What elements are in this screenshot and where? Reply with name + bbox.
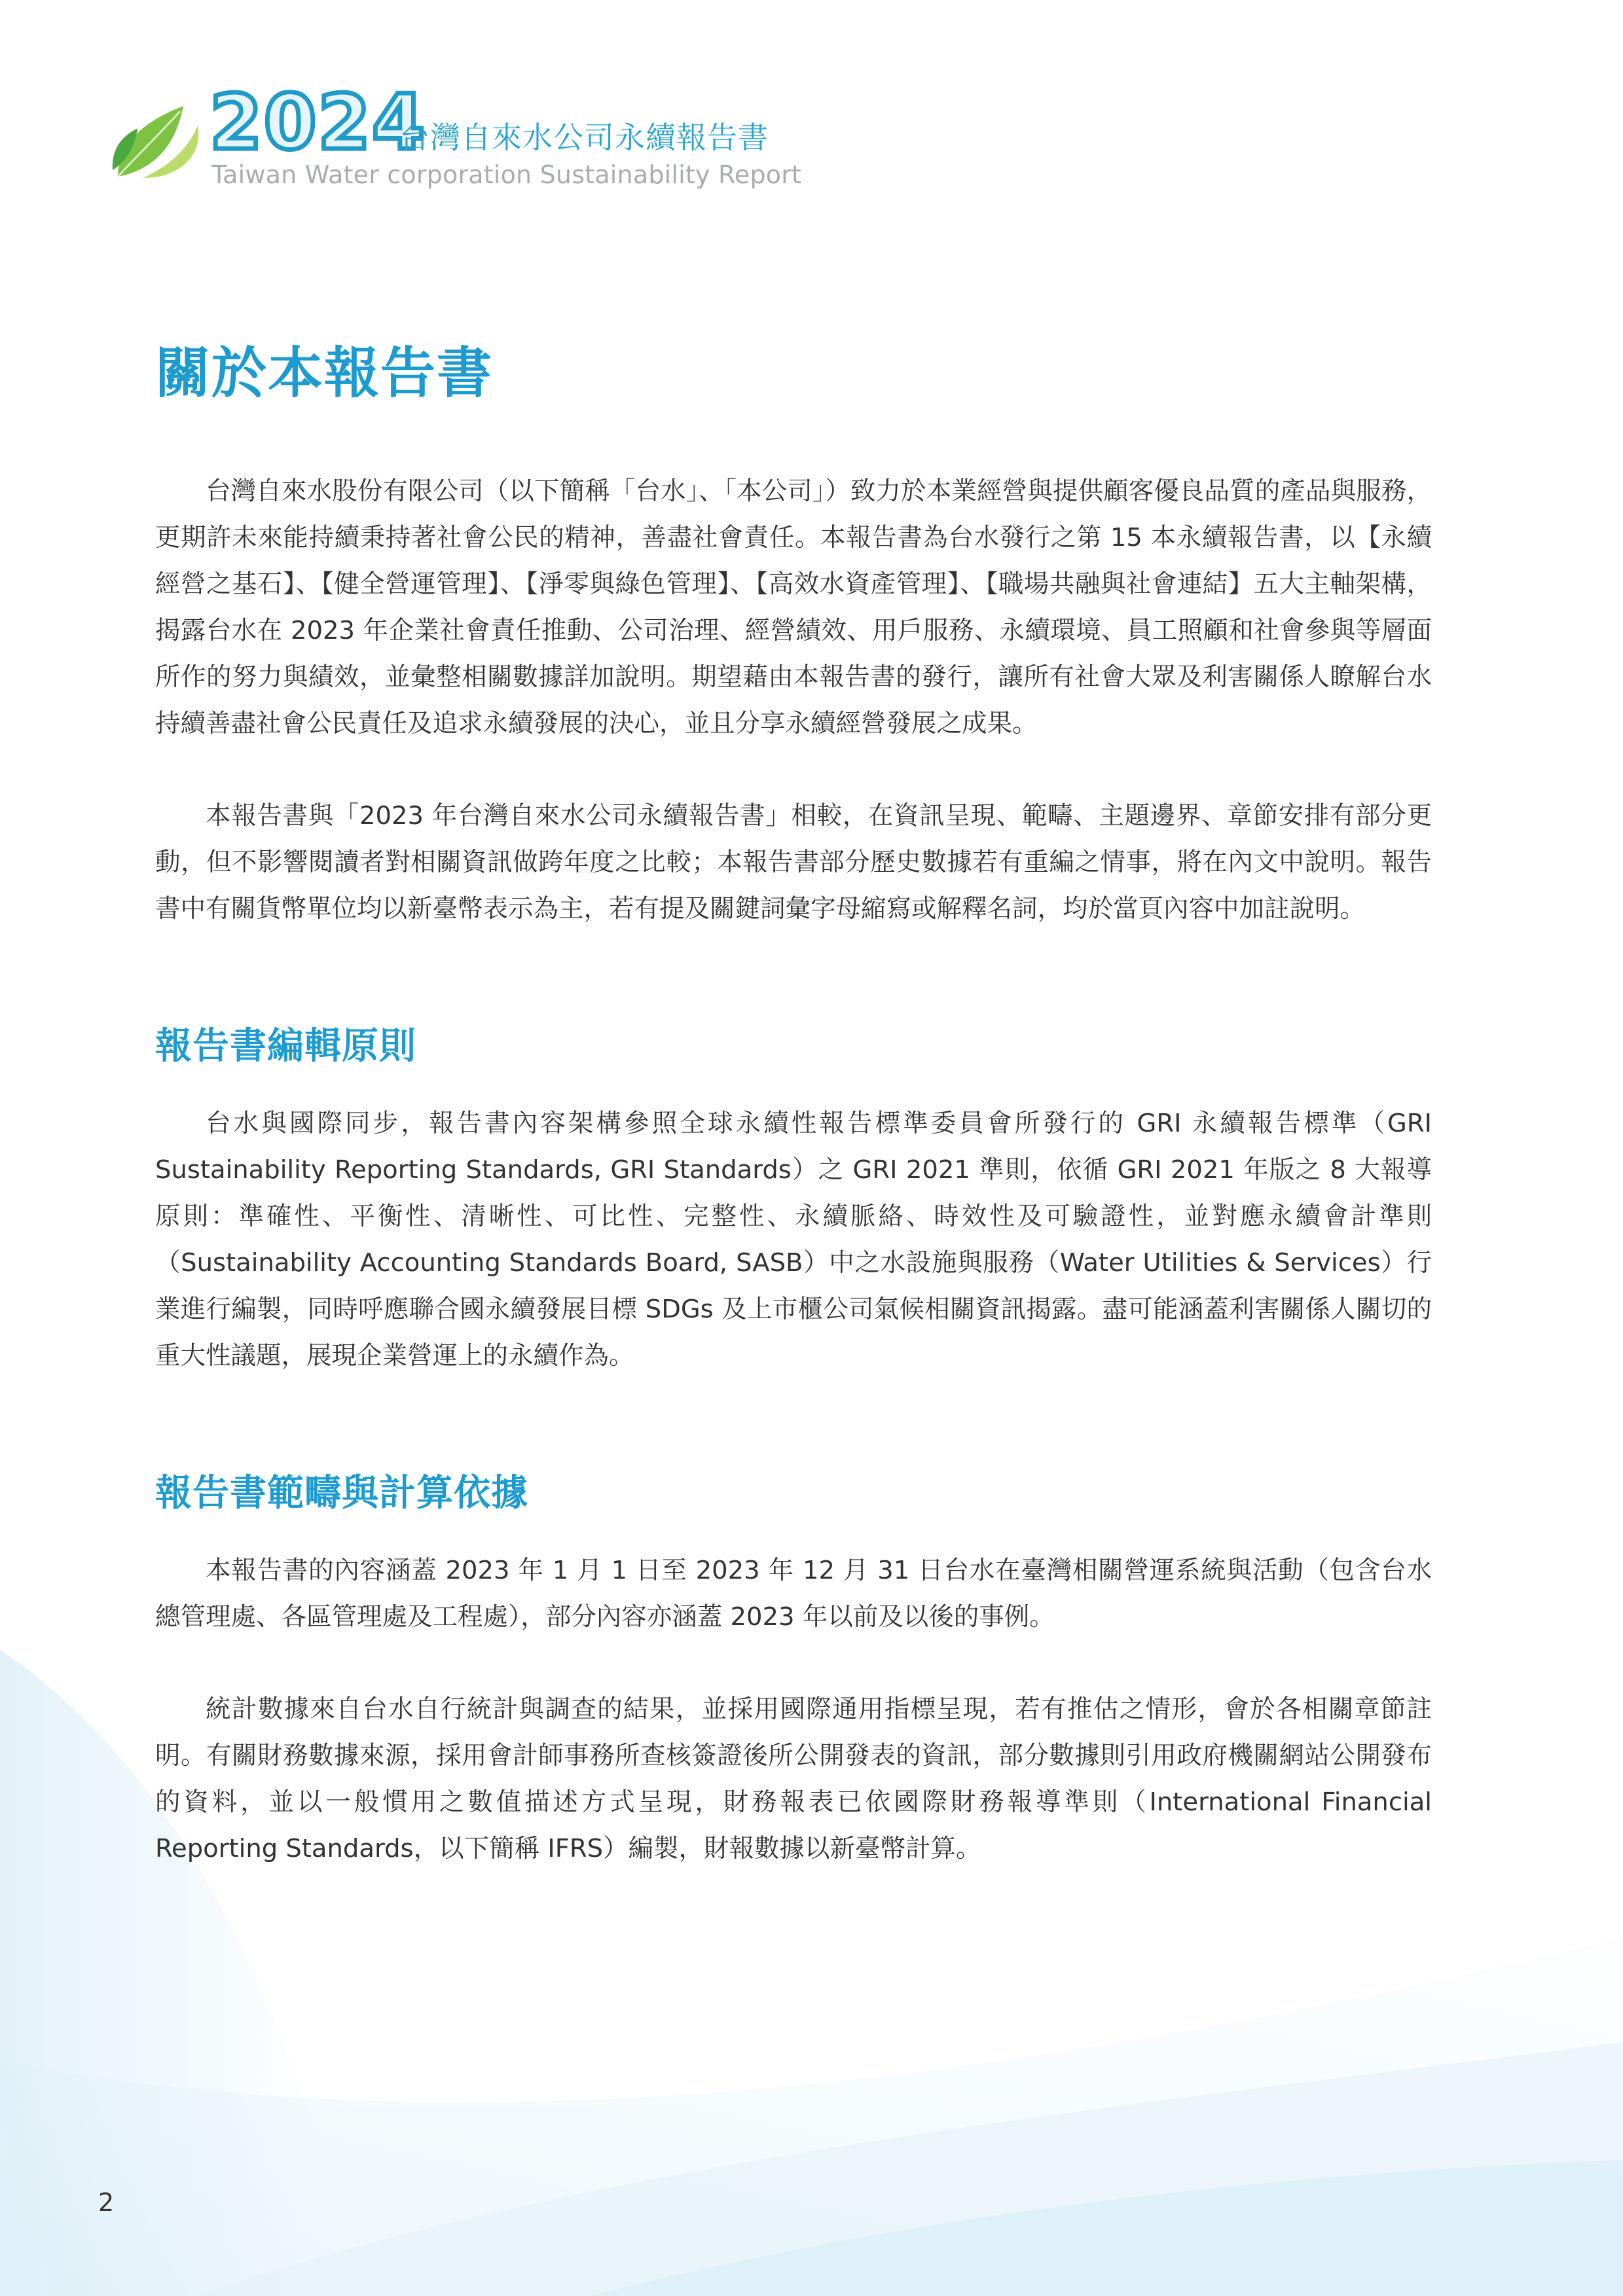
report-title-zh: 台灣自來水公司永續報告書: [399, 120, 769, 155]
scope-paragraph: 統計數據來自台水自行統計與調查的結果，並採用國際通用指標呈現，若有推估之情形，會於各相關章節註明。有關財務數據來源，採用會計師事務所查核簽證後所公開發表的資訊，部分數據則引用政府機關網站公開發布的資料，並以一般慣用之數值描述方式呈現，財務報表已依國際財務報導準則（International Financial Reporting Standards，以下簡稱 IFRS）編製，財報數據以新臺幣計算。: [155, 1695, 1432, 1863]
intro-paragraph: 本報告書與「2023 年台灣自來水公司永續報告書」相較，在資訊呈現、範疇、主題邊界、章節安排有部分更動，但不影響閱讀者對相關資訊做跨年度之比較；本報告書部分歷史數據若有重編之情事，將在內文中說明。報告書中有關貨幣單位均以新臺幣表示為主，若有提及關鍵詞彙字母縮寫或解釋名詞，均於當頁內容中加註說明。: [155, 801, 1432, 924]
scope-paragraph: 本報告書的內容涵蓋 2023 年 1 月 1 日至 2023 年 12 月 31 日台水在臺灣相關營運系統與活動（包含台水總管理處、各區管理處及工程處），部分內容亦涵蓋 2023 年以前及以後的事例。: [155, 1556, 1432, 1632]
intro-paragraph: 台灣自來水股份有限公司（以下簡稱「台水」、「本公司」）致力於本業經營與提供顧客優良品質的產品與服務，更期許未來能持續秉持著社會公民的精神，善盡社會責任。本報告書為台水發行之第 15 本永續報告書，以【永續經營之基石】、【健全營運管理】、【淨零與綠色管理】、【高效水資產管理】、【職場共融與社會連結】五大主軸架構，揭露台水在 2023 年企業社會責任推動、公司治理、經營績效、用戶服務、永續環境、員工照顧和社會參與等層面所作的努力與績效，並彙整相關數據詳加說明。期望藉由本報告書的發行，讓所有社會大眾及利害關係人瞭解台水持續善盡社會公民責任及追求永續發展的決心，並且分享永續經營發展之成果。: [155, 476, 1432, 738]
section-title-scope: 報告書範疇與計算依據: [155, 1472, 528, 1515]
principles-paragraph: 台水與國際同步，報告書內容架構參照全球永續性報告標準委員會所發行的 GRI 永續報告標準（GRI Sustainability Reporting Standards, GRI Standards）之 GRI 2021 準則，依循 GRI 2021 年版之 8 大報導原則：準確性、平衡性、清晰性、可比性、完整性、永續脈絡、時效性及可驗證性，並對應永續會計準則（Sustainability Accounting Standards Board, SASB）中之水設施與服務（Water Utilities & Services）行業進行編製，同時呼應聯合國永續發展目標 SDGs 及上市櫃公司氣候相關資訊揭露。盡可能涵蓋利害關係人關切的重大性議題，展現企業營運上的永續作為。: [155, 1109, 1432, 1371]
page-number: 2: [98, 2188, 115, 2217]
report-header: [111, 79, 831, 196]
section-title-principles: 報告書編輯原則: [155, 1025, 416, 1067]
report-year: 2024: [210, 79, 426, 167]
green-leaves-icon: [111, 99, 210, 185]
page-title: 關於本報告書: [155, 341, 494, 405]
report-title-en: Taiwan Water corporation Sustainability Report: [211, 160, 802, 189]
main-content: [155, 334, 1432, 1872]
